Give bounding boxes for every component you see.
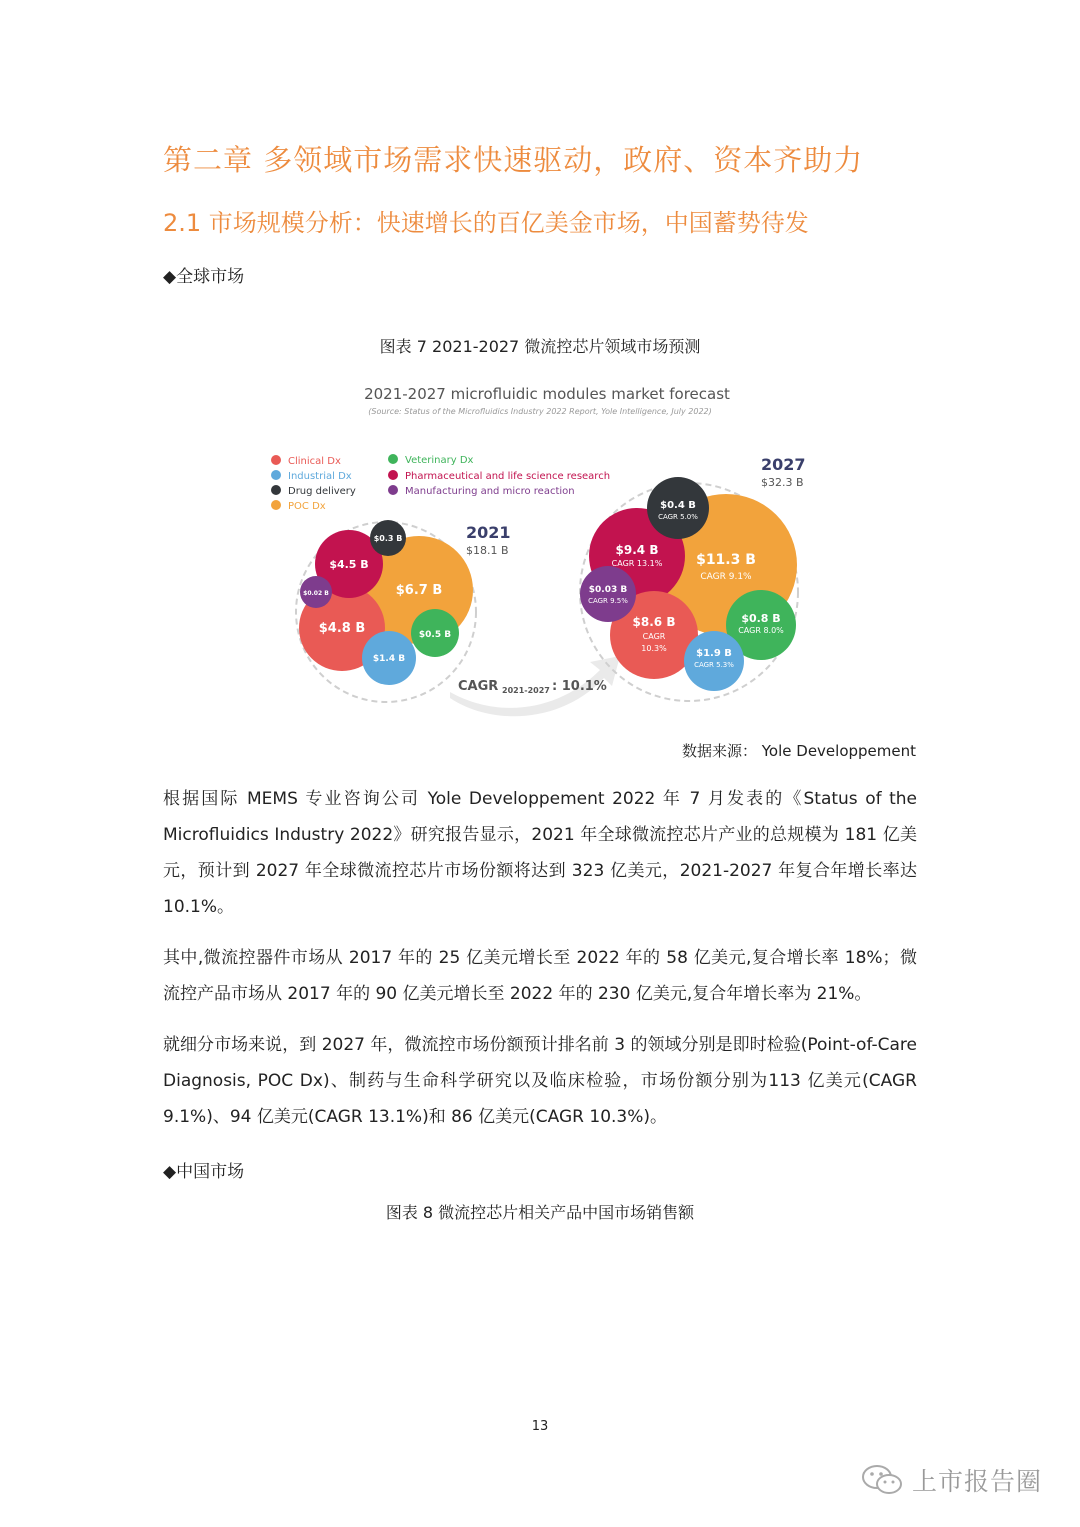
legend-swatch-poc [271, 500, 281, 510]
label-2021-veterinary: $0.5 B [418, 630, 452, 640]
year-2021: 2021 [466, 523, 511, 542]
label-2021-clinical: $4.8 B [318, 621, 366, 636]
label-2027-pharma-cagr: CAGR 13.1% [611, 559, 663, 568]
label-2021-drug: $0.3 B [373, 534, 403, 543]
wechat-icon [860, 1462, 906, 1498]
legend-pharma: Pharmaceutical and life science research [405, 471, 611, 482]
year-2027: 2027 [761, 455, 806, 474]
label-2021-industrial: $1.4 B [372, 654, 406, 664]
legend-swatch-clinical [271, 455, 281, 465]
china-market-heading: ◆中国市场 [163, 1162, 245, 1182]
legend-industrial: Industrial Dx [288, 471, 352, 482]
legend-swatch-drug [271, 485, 281, 495]
figure-7-caption: 图表 7 2021-2027 微流控芯片领域市场预测 [379, 337, 701, 356]
watermark [860, 1460, 1042, 1500]
watermark-text: 上市报告圈 [912, 1467, 1043, 1496]
paragraph-global-market-size: 根据国际 MEMS 专业咨询公司 Yole Developpement 2022 年 7 月发表的《Status of the Microfluidics Industry 2022》研究报告显示，2021 年全球微流控芯片产业的总规模为 181 亿美元，预计到 2027 年全球微流控芯片市场份额将达到 323 亿美元，2021-2027 年复合年增长率达 10.1%。 [163, 789, 917, 917]
label-2027-veterinary-cagr: CAGR 8.0% [738, 626, 784, 635]
label-2027-industrial: $1.9 B [696, 648, 732, 659]
paragraph-device-product-market: 其中,微流控器件市场从 2017 年的 25 亿美元增长至 2022 年的 58 亿美元,复合增长率 18%；微流控产品市场从 2017 年的 90 亿美元增长至 2022 年的 230 亿美元,复合年增长率为 21%。 [163, 948, 917, 1004]
total-2021: $18.1 B [466, 544, 509, 557]
infographic-source: (Source: Status of the Microfluidics Industry 2022 Report, Yole Intelligence, July 2022) [368, 407, 712, 416]
label-2027-clinical-cagr-value: 10.3% [641, 644, 667, 653]
legend-poc: POC Dx [288, 501, 326, 512]
cagr-label: CAGR [458, 679, 499, 694]
legend-drug: Drug delivery [288, 486, 356, 497]
data-source-note: 数据来源： Yole Developpement [681, 742, 916, 760]
infographic-title: 2021-2027 microfluidic modules market forecast [364, 385, 730, 403]
label-2021-pharma: $4.5 B [329, 558, 369, 571]
paragraph-segment-share: 就细分市场来说，到 2027 年，微流控市场份额预计排名前 3 的领域分别是即时检验(Point-of-Care Diagnosis, POC Dx)、制药与生命科学研究以及临床检验，市场份额分别为113 亿美元(CAGR 9.1%)、94 亿美元(CAGR 13.1%)和 86 亿美元(CAGR 10.3%)。 [163, 1035, 917, 1127]
label-2027-veterinary: $0.8 B [741, 612, 781, 625]
label-2027-poc-cagr: CAGR 9.1% [700, 572, 752, 582]
label-2027-clinical: $8.6 B [632, 615, 676, 629]
label-2021-manufacturing: $0.02 B [303, 590, 329, 597]
label-2027-drug: $0.4 B [660, 500, 696, 511]
total-2027: $32.3 B [761, 476, 804, 489]
section-title: 2.1 市场规模分析：快速增长的百亿美金市场，中国蓄势待发 [163, 209, 809, 237]
chapter-title: 第二章 多领域市场需求快速驱动，政府、资本齐助力 [163, 143, 864, 177]
label-2027-poc: $11.3 B [696, 552, 756, 568]
label-2027-pharma: $9.4 B [615, 543, 659, 557]
legend-swatch-industrial [271, 470, 281, 480]
legend-swatch-manufacturing [388, 485, 398, 495]
global-market-heading: ◆全球市场 [163, 267, 245, 287]
legend-swatch-veterinary [388, 454, 398, 464]
page-number: 13 [531, 1419, 549, 1434]
market-forecast-infographic [260, 380, 820, 720]
figure-8-caption: 图表 8 微流控芯片相关产品中国市场销售额 [385, 1203, 695, 1222]
label-2027-industrial-cagr: CAGR 5.3% [694, 661, 734, 669]
label-2027-manufacturing: $0.03 B [588, 585, 628, 595]
label-2027-clinical-cagr: CAGR [642, 632, 666, 641]
legend-veterinary: Veterinary Dx [405, 455, 474, 466]
cagr-period: 2021-2027 [502, 686, 550, 695]
label-2021-poc: $6.7 B [395, 583, 443, 598]
label-2027-drug-cagr: CAGR 5.0% [658, 513, 698, 521]
legend-swatch-pharma [388, 470, 398, 480]
legend [271, 454, 610, 512]
legend-manufacturing: Manufacturing and micro reaction [405, 486, 575, 497]
label-2027-manufacturing-cagr: CAGR 9.5% [588, 597, 628, 605]
legend-clinical: Clinical Dx [288, 456, 341, 467]
cagr-value: : 10.1% [552, 679, 607, 694]
